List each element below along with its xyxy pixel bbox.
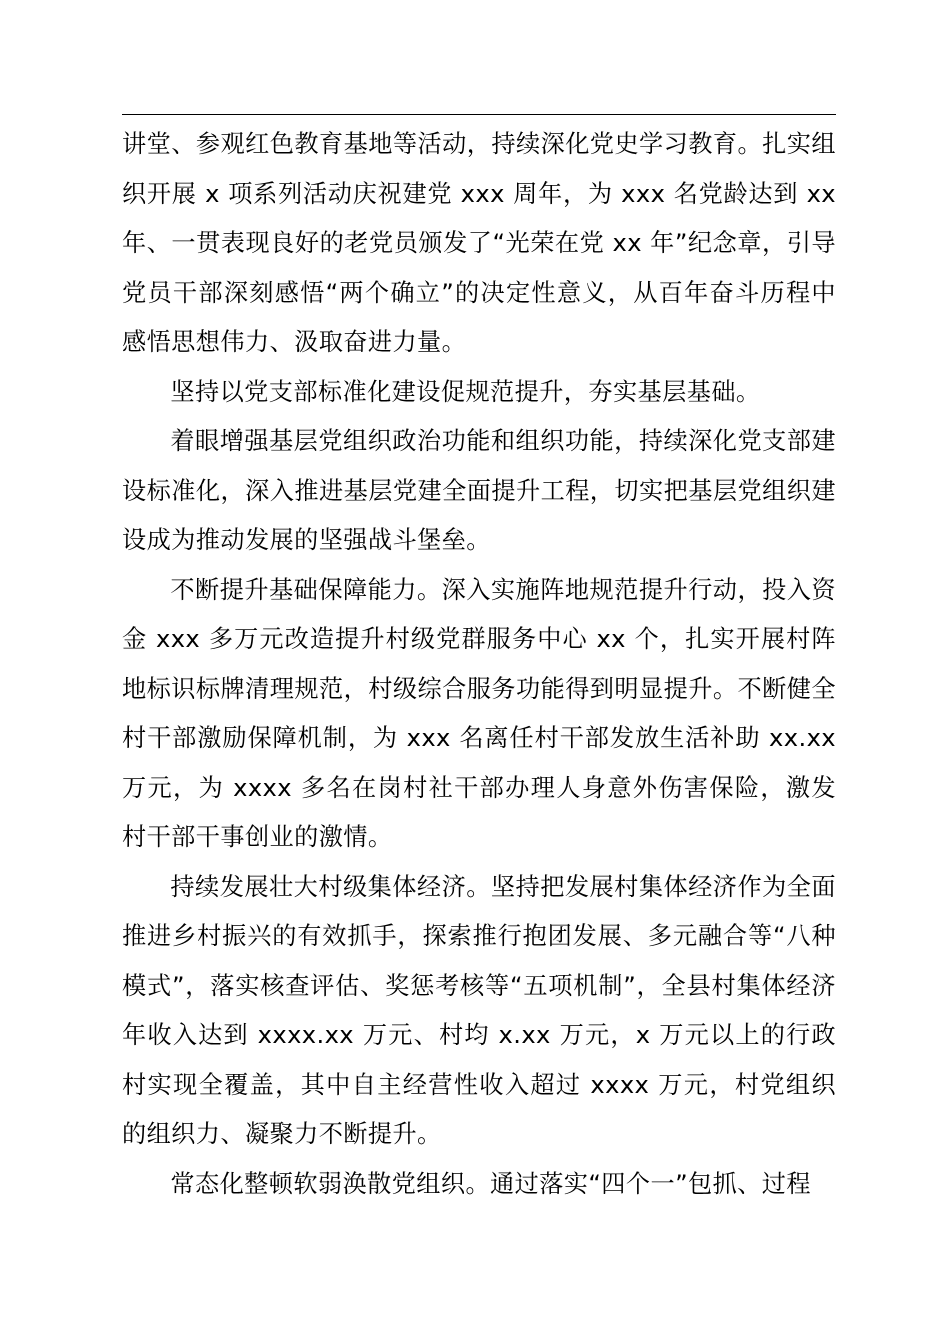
document-body	[122, 120, 836, 1209]
paragraph-2: 坚持以党支部标准化建设促规范提升，夯实基层基础。	[170, 377, 761, 406]
paragraph-3: 着眼增强基层党组织政治功能和组织功能，持续深化党支部建设标准化，深入推进基层党建全面提升工程，切实把基层党组织建设成为推动发展的坚强战斗堡垒。	[122, 427, 836, 554]
paragraph-1: 讲堂、参观红色教育基地等活动，持续深化党史学习教育。扎实组织开展 x 项系列活动庆祝建党 xxx 周年，为 xxx 名党龄达到 xx 年、一贯表现良好的老党员颁发了“光荣在党 xx 年”纪念章，引导党员干部深刻感悟“两个确立”的决定性意义，从百年奋斗历程中感悟思想伟力、汲取奋进力量。	[122, 130, 836, 356]
paragraph-6: 常态化整顿软弱涣散党组织。通过落实“四个一”包抓、过程	[170, 1169, 811, 1198]
paragraph-4: 不断提升基础保障能力。深入实施阵地规范提升行动，投入资金 xxx 多万元改造提升村级党群服务中心 xx 个，扎实开展村阵地标识标牌清理规范，村级综合服务功能得到明显提升。不断健全村干部激励保障机制，为 xxx 名离任村干部发放生活补助 xx.xx 万元，为 xxxx 多名在岗村社干部办理人身意外伤害保险，激发村干部干事创业的激情。	[122, 575, 836, 851]
paragraph-5: 持续发展壮大村级集体经济。坚持把发展村集体经济作为全面推进乡村振兴的有效抓手，探索推行抱团发展、多元融合等“八种模式”，落实核查评估、奖惩考核等“五项机制”，全县村集体经济年收入达到 xxxx.xx 万元、村均 x.xx 万元，x 万元以上的行政村实现全覆盖，其中自主经营性收入超过 xxxx 万元，村党组织的组织力、凝聚力不断提升。	[122, 872, 836, 1148]
header-rule	[122, 114, 836, 115]
